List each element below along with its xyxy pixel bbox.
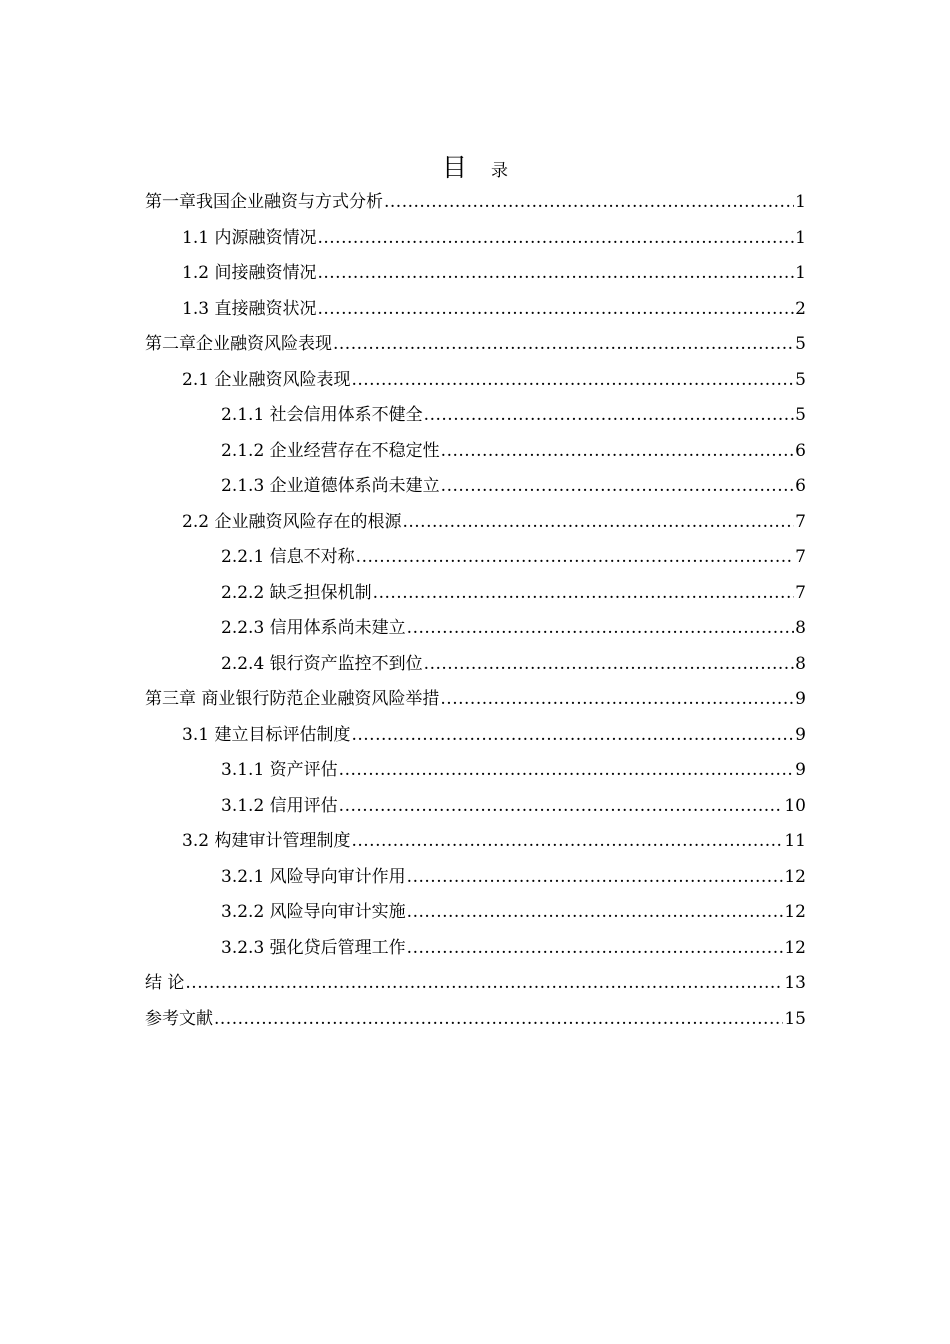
toc-entry-label: 2.2.2 缺乏担保机制: [221, 582, 372, 603]
toc-dot-leader: [185, 966, 783, 1002]
toc-dot-leader: [351, 363, 794, 399]
toc-entry-label: 1.1 内源融资情况: [182, 227, 317, 248]
toc-entry-label: 2.2 企业融资风险存在的根源: [182, 511, 402, 532]
toc-entry-page-number: 7: [795, 511, 806, 532]
toc-dot-leader: [402, 505, 794, 541]
toc-entry[interactable]: [145, 327, 806, 363]
toc-dot-leader: [384, 185, 794, 221]
toc-entry[interactable]: [145, 505, 806, 541]
toc-entry[interactable]: [145, 398, 806, 434]
toc-entry-page-number: 8: [795, 618, 806, 638]
toc-entry-page-number: 5: [795, 369, 806, 390]
toc-entry-page-number: 1: [795, 227, 806, 248]
toc-entry-label: 3.2.1 风险导向审计作用: [221, 866, 406, 887]
toc-entry[interactable]: [145, 682, 806, 718]
toc-entry[interactable]: [145, 611, 806, 647]
toc-dot-leader: [333, 327, 794, 363]
toc-entry-page-number: 5: [795, 405, 806, 425]
toc-entry-page-number: 6: [795, 476, 806, 496]
toc-entry-page-number: 12: [784, 937, 806, 958]
toc-entry-label: 2.1 企业融资风险表现: [182, 369, 351, 390]
toc-dot-leader: [351, 824, 783, 860]
toc-entry-page-number: 6: [795, 440, 806, 461]
toc-entry-label: 3.1 建立目标评估制度: [182, 724, 351, 745]
toc-entry-page-number: 1: [795, 192, 806, 212]
toc-entry[interactable]: [145, 753, 806, 789]
toc-entry[interactable]: [145, 931, 806, 967]
toc-entry-page-number: 5: [795, 334, 806, 354]
toc-title-char-1: 目: [441, 153, 467, 182]
toc-entry-label: 3.2.3 强化贷后管理工作: [221, 937, 406, 958]
toc-dot-leader: [339, 789, 784, 825]
toc-dot-leader: [317, 256, 794, 292]
toc-dot-leader: [440, 682, 794, 718]
toc-entry-label: 2.1.1 社会信用体系不健全: [221, 405, 423, 425]
toc-dot-leader: [441, 434, 795, 470]
toc-entry[interactable]: [145, 789, 806, 825]
toc-dot-leader: [407, 860, 784, 896]
toc-entry[interactable]: [145, 718, 806, 754]
toc-dot-leader: [356, 540, 795, 576]
toc-entry-label: 2.1.2 企业经营存在不稳定性: [221, 440, 440, 461]
toc-dot-leader: [317, 292, 794, 328]
toc-entry[interactable]: [145, 363, 806, 399]
toc-dot-leader: [424, 398, 795, 434]
toc-dot-leader: [339, 753, 795, 789]
toc-entry-page-number: 13: [784, 973, 806, 993]
toc-entry[interactable]: [145, 469, 806, 505]
toc-entry-page-number: 1: [795, 263, 806, 283]
toc-entry-label: 2.1.3 企业道德体系尚未建立: [221, 476, 440, 496]
toc-entry[interactable]: [145, 185, 806, 221]
toc-title: [0, 148, 950, 184]
toc-entry-label: 2.2.1 信息不对称: [221, 547, 355, 567]
toc-entry-label: 3.2.2 风险导向审计实施: [221, 902, 406, 922]
toc-entry-page-number: 2: [795, 298, 806, 319]
toc-entry[interactable]: [145, 1002, 806, 1038]
toc-entry-label: 3.1.1 资产评估: [221, 760, 338, 780]
toc-entry[interactable]: [145, 256, 806, 292]
toc-entry[interactable]: [145, 647, 806, 683]
toc-dot-leader: [407, 895, 784, 931]
toc-title-char-2: 录: [491, 161, 508, 181]
toc-entry-page-number: 9: [795, 689, 806, 709]
toc-entry[interactable]: [145, 292, 806, 328]
toc-entry-page-number: 10: [784, 795, 806, 816]
toc-entry-label: 1.3 直接融资状况: [182, 298, 317, 319]
toc-entry-page-number: 15: [784, 1008, 806, 1029]
toc-entry-label: 3.1.2 信用评估: [221, 795, 338, 816]
toc-entry-label: 参考文献: [145, 1008, 213, 1029]
toc-entry-label: 第一章我国企业融资与方式分析: [145, 192, 383, 212]
toc-entry[interactable]: [145, 540, 806, 576]
toc-dot-leader: [351, 718, 794, 754]
toc-dot-leader: [214, 1002, 783, 1038]
toc-entry[interactable]: [145, 576, 806, 612]
toc-dot-leader: [407, 931, 784, 967]
toc-dot-leader: [441, 469, 795, 505]
toc-entry-page-number: 7: [795, 582, 806, 603]
toc-entry[interactable]: [145, 824, 806, 860]
toc-entry-label: 2.2.3 信用体系尚未建立: [221, 618, 406, 638]
toc-entry-label: 3.2 构建审计管理制度: [182, 831, 351, 851]
toc-entry-label: 结 论: [145, 973, 185, 993]
toc-entry[interactable]: [145, 895, 806, 931]
toc-entry-page-number: 7: [795, 547, 806, 567]
toc-entry[interactable]: [145, 966, 806, 1002]
toc-entry[interactable]: [145, 221, 806, 257]
toc-dot-leader: [407, 611, 795, 647]
toc-entry-page-number: 9: [795, 724, 806, 745]
toc-entry[interactable]: [145, 860, 806, 896]
toc-list: [145, 185, 806, 1037]
toc-entry-label: 1.2 间接融资情况: [182, 263, 317, 283]
toc-entry[interactable]: [145, 434, 806, 470]
toc-entry-page-number: 12: [784, 866, 806, 887]
toc-entry-label: 第二章企业融资风险表现: [145, 334, 332, 354]
toc-entry-label: 2.2.4 银行资产监控不到位: [221, 653, 423, 674]
toc-dot-leader: [424, 647, 795, 683]
toc-dot-leader: [317, 221, 794, 257]
toc-entry-page-number: 8: [795, 653, 806, 674]
toc-entry-page-number: 11: [784, 831, 806, 851]
toc-entry-page-number: 12: [784, 902, 806, 922]
toc-entry-label: 第三章 商业银行防范企业融资风险举措: [145, 689, 440, 709]
toc-entry-page-number: 9: [795, 760, 806, 780]
toc-dot-leader: [373, 576, 795, 612]
